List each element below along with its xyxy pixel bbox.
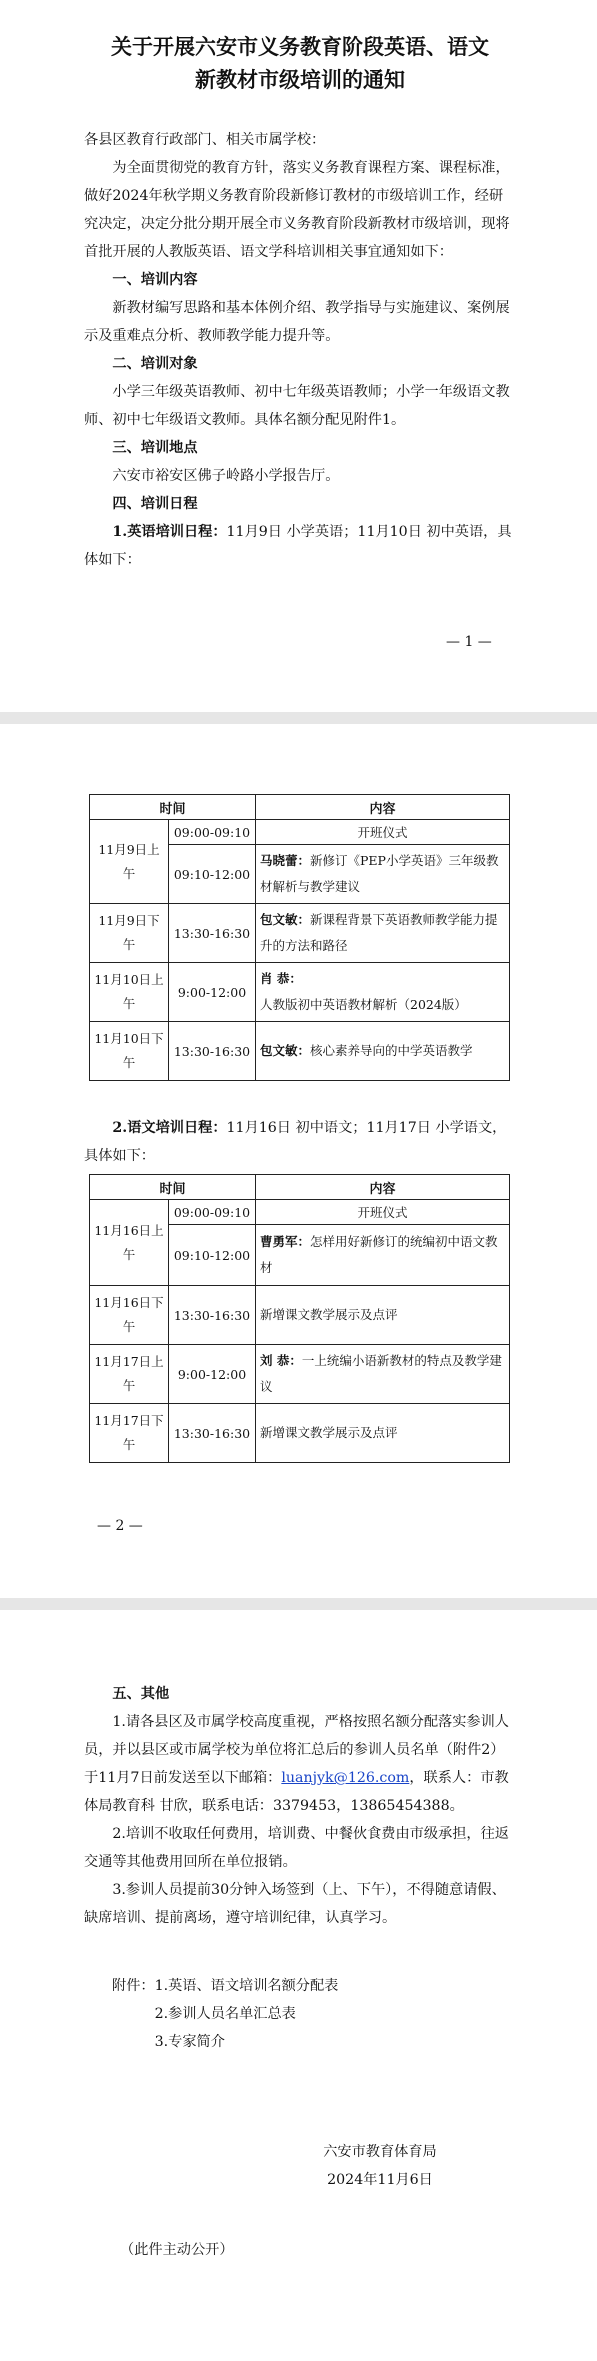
chinese-schedule-lead: 2.语文培训日程： xyxy=(112,1120,227,1136)
table-header-row xyxy=(90,795,510,820)
other-item-3: 3.参训人员提前30分钟入场签到（上、下午），不得随意请假、缺席培训、提前离场，遵守培训纪律，认真学习。 xyxy=(84,1882,506,1926)
header-content: 内容 xyxy=(256,1175,510,1200)
topic-text: 一上统编小语新教材的特点及教学建议 xyxy=(260,1353,502,1394)
attachments-label: 附件： xyxy=(112,1978,155,1994)
topic-text: 新修订《PEP小学英语》三年级教材解析与教学建议 xyxy=(260,853,499,894)
time-cell: 9:00-12:00 xyxy=(169,1345,256,1404)
content-cell xyxy=(256,904,510,963)
speaker-name: 包文敏： xyxy=(260,1043,311,1058)
date-cell: 11月10日上午 xyxy=(90,963,169,1022)
disclosure-note: （此件主动公开） xyxy=(120,2242,234,2258)
other-item-1-contact: ，联系人：市教体局教育科 甘欣，联系电话：3379453，13865454388。 xyxy=(84,1770,509,1814)
time-cell: 13:30-16:30 xyxy=(169,1022,256,1081)
salutation: 各县区教育行政部门、相关市属学校： xyxy=(84,132,326,148)
topic-text: 怎样用好新修订的统编初中语文教材 xyxy=(260,1234,498,1275)
table-row xyxy=(90,1404,510,1463)
table-row xyxy=(90,1345,510,1404)
title-line-1: 关于开展六安市义务教育阶段英语、语文 xyxy=(111,34,489,59)
section-2-title: 二、培训对象 xyxy=(112,356,198,372)
page-number-1: — 1 — xyxy=(446,634,492,650)
topic-text: 核心素养导向的中学英语教学 xyxy=(310,1043,473,1058)
table-header-row xyxy=(90,1175,510,1200)
table-row xyxy=(90,1286,510,1345)
table-row xyxy=(90,963,510,1022)
attachment-1 xyxy=(112,1972,512,2000)
content-cell xyxy=(256,1225,510,1286)
time-cell: 09:00-09:10 xyxy=(169,820,256,845)
header-time: 时间 xyxy=(90,1175,256,1200)
attachment-2: 2.参训人员名单汇总表 xyxy=(154,2006,296,2022)
table-row xyxy=(90,1022,510,1081)
speaker-name: 曹勇军： xyxy=(260,1234,311,1249)
chinese-schedule-table xyxy=(89,1174,510,1463)
chinese-schedule-intro xyxy=(84,1114,516,1170)
content-cell: 新增课文教学展示及点评 xyxy=(256,1286,510,1345)
date-cell: 11月10日下午 xyxy=(90,1022,169,1081)
body-page-3 xyxy=(84,1680,516,1932)
content-cell: 新增课文教学展示及点评 xyxy=(256,1404,510,1463)
english-schedule-text: 11月9日 小学英语；11月10日 初中英语，具体如下： xyxy=(84,524,512,568)
email-link[interactable]: luanjyk@126.com xyxy=(281,1770,410,1786)
issue-date: 2024年11月6日 xyxy=(327,2172,433,2188)
time-cell: 09:00-09:10 xyxy=(169,1200,256,1225)
chinese-schedule-text: 11月16日 初中语文；11月17日 小学语文，具体如下： xyxy=(84,1120,507,1164)
page-separator xyxy=(0,712,597,724)
header-content: 内容 xyxy=(256,795,510,820)
time-cell: 9:00-12:00 xyxy=(169,963,256,1022)
section-2-body: 小学三年级英语教师、初中七年级英语教师；小学一年级语文教师、初中七年级语文教师。具体名额分配见附件1。 xyxy=(84,384,510,428)
section-1-body: 新教材编写思路和基本体例介绍、教学指导与实施建议、案例展示及重难点分析、教师教学能力提升等。 xyxy=(84,300,510,344)
page-number-2: — 2 — xyxy=(97,1518,143,1534)
content-cell: 开班仪式 xyxy=(256,820,510,845)
topic-text: 新课程背景下英语教师教学能力提升的方法和路径 xyxy=(260,912,498,953)
attachments xyxy=(112,1972,512,2056)
speaker-name: 马晓蕾： xyxy=(260,853,311,868)
section-4-title: 四、培训日程 xyxy=(112,496,198,512)
topic-text: 人教版初中英语教材解析（2024版） xyxy=(260,997,467,1012)
issuer: 六安市教育体育局 xyxy=(323,2144,437,2160)
time-cell: 13:30-16:30 xyxy=(169,1286,256,1345)
table-row xyxy=(90,1200,510,1225)
english-schedule-intro xyxy=(84,518,516,574)
content-cell xyxy=(256,1345,510,1404)
other-item-1-text: 1.请各县区及市属学校高度重视，严格按照名额分配落实参训人员，并以县区或市属学校为单位将汇总后的参训人员名单（附件2）于11月7日前发送至以下邮箱： xyxy=(84,1714,509,1786)
english-schedule-table xyxy=(89,794,510,1081)
date-cell: 11月16日上午 xyxy=(90,1200,169,1286)
section-3-title: 三、培训地点 xyxy=(112,440,198,456)
title-line-2: 新教材市级培训的通知 xyxy=(195,67,405,92)
section-5-title: 五、其他 xyxy=(112,1686,170,1702)
other-item-2: 2.培训不收取任何费用，培训费、中餐伙食费由市级承担，往返交通等其他费用回所在单位报销。 xyxy=(84,1826,509,1870)
table-row xyxy=(90,820,510,845)
signature-block xyxy=(290,2138,470,2194)
speaker-name: 刘 恭： xyxy=(260,1353,302,1368)
content-cell: 开班仪式 xyxy=(256,1200,510,1225)
speaker-name: 肖 恭： xyxy=(260,971,302,986)
time-cell: 13:30-16:30 xyxy=(169,904,256,963)
date-cell: 11月16日下午 xyxy=(90,1286,169,1345)
header-time: 时间 xyxy=(90,795,256,820)
other-item-1 xyxy=(84,1708,516,1820)
page-separator xyxy=(0,1598,597,1610)
date-cell: 11月9日下午 xyxy=(90,904,169,963)
content-cell xyxy=(256,845,510,904)
time-cell: 09:10-12:00 xyxy=(169,1225,256,1286)
time-cell: 13:30-16:30 xyxy=(169,1404,256,1463)
intro-paragraph: 为全面贯彻党的教育方针，落实义务教育课程方案、课程标准，做好2024年秋学期义务教育阶段新修订教材的市级培训工作，经研究决定，决定分批分期开展全市义务教育阶段新教材市级培训，现将首批开展的人教版英语、语文学科培训相关事宜通知如下： xyxy=(84,160,510,260)
section-1-title: 一、培训内容 xyxy=(112,272,198,288)
date-cell: 11月9日上午 xyxy=(90,820,169,904)
content-cell xyxy=(256,963,510,1022)
english-schedule-lead: 1.英语培训日程： xyxy=(112,524,227,540)
date-cell: 11月17日上午 xyxy=(90,1345,169,1404)
time-cell: 09:10-12:00 xyxy=(169,845,256,904)
body-page-1 xyxy=(84,126,516,574)
content-cell xyxy=(256,1022,510,1081)
date-cell: 11月17日下午 xyxy=(90,1404,169,1463)
speaker-name: 包文敏： xyxy=(260,912,311,927)
document-title xyxy=(60,30,540,96)
table-row xyxy=(90,904,510,963)
section-3-body: 六安市裕安区佛子岭路小学报告厅。 xyxy=(112,468,340,484)
attachment-3: 3.专家简介 xyxy=(154,2034,225,2050)
attachment-1-text: 1.英语、语文培训名额分配表 xyxy=(154,1978,339,1994)
